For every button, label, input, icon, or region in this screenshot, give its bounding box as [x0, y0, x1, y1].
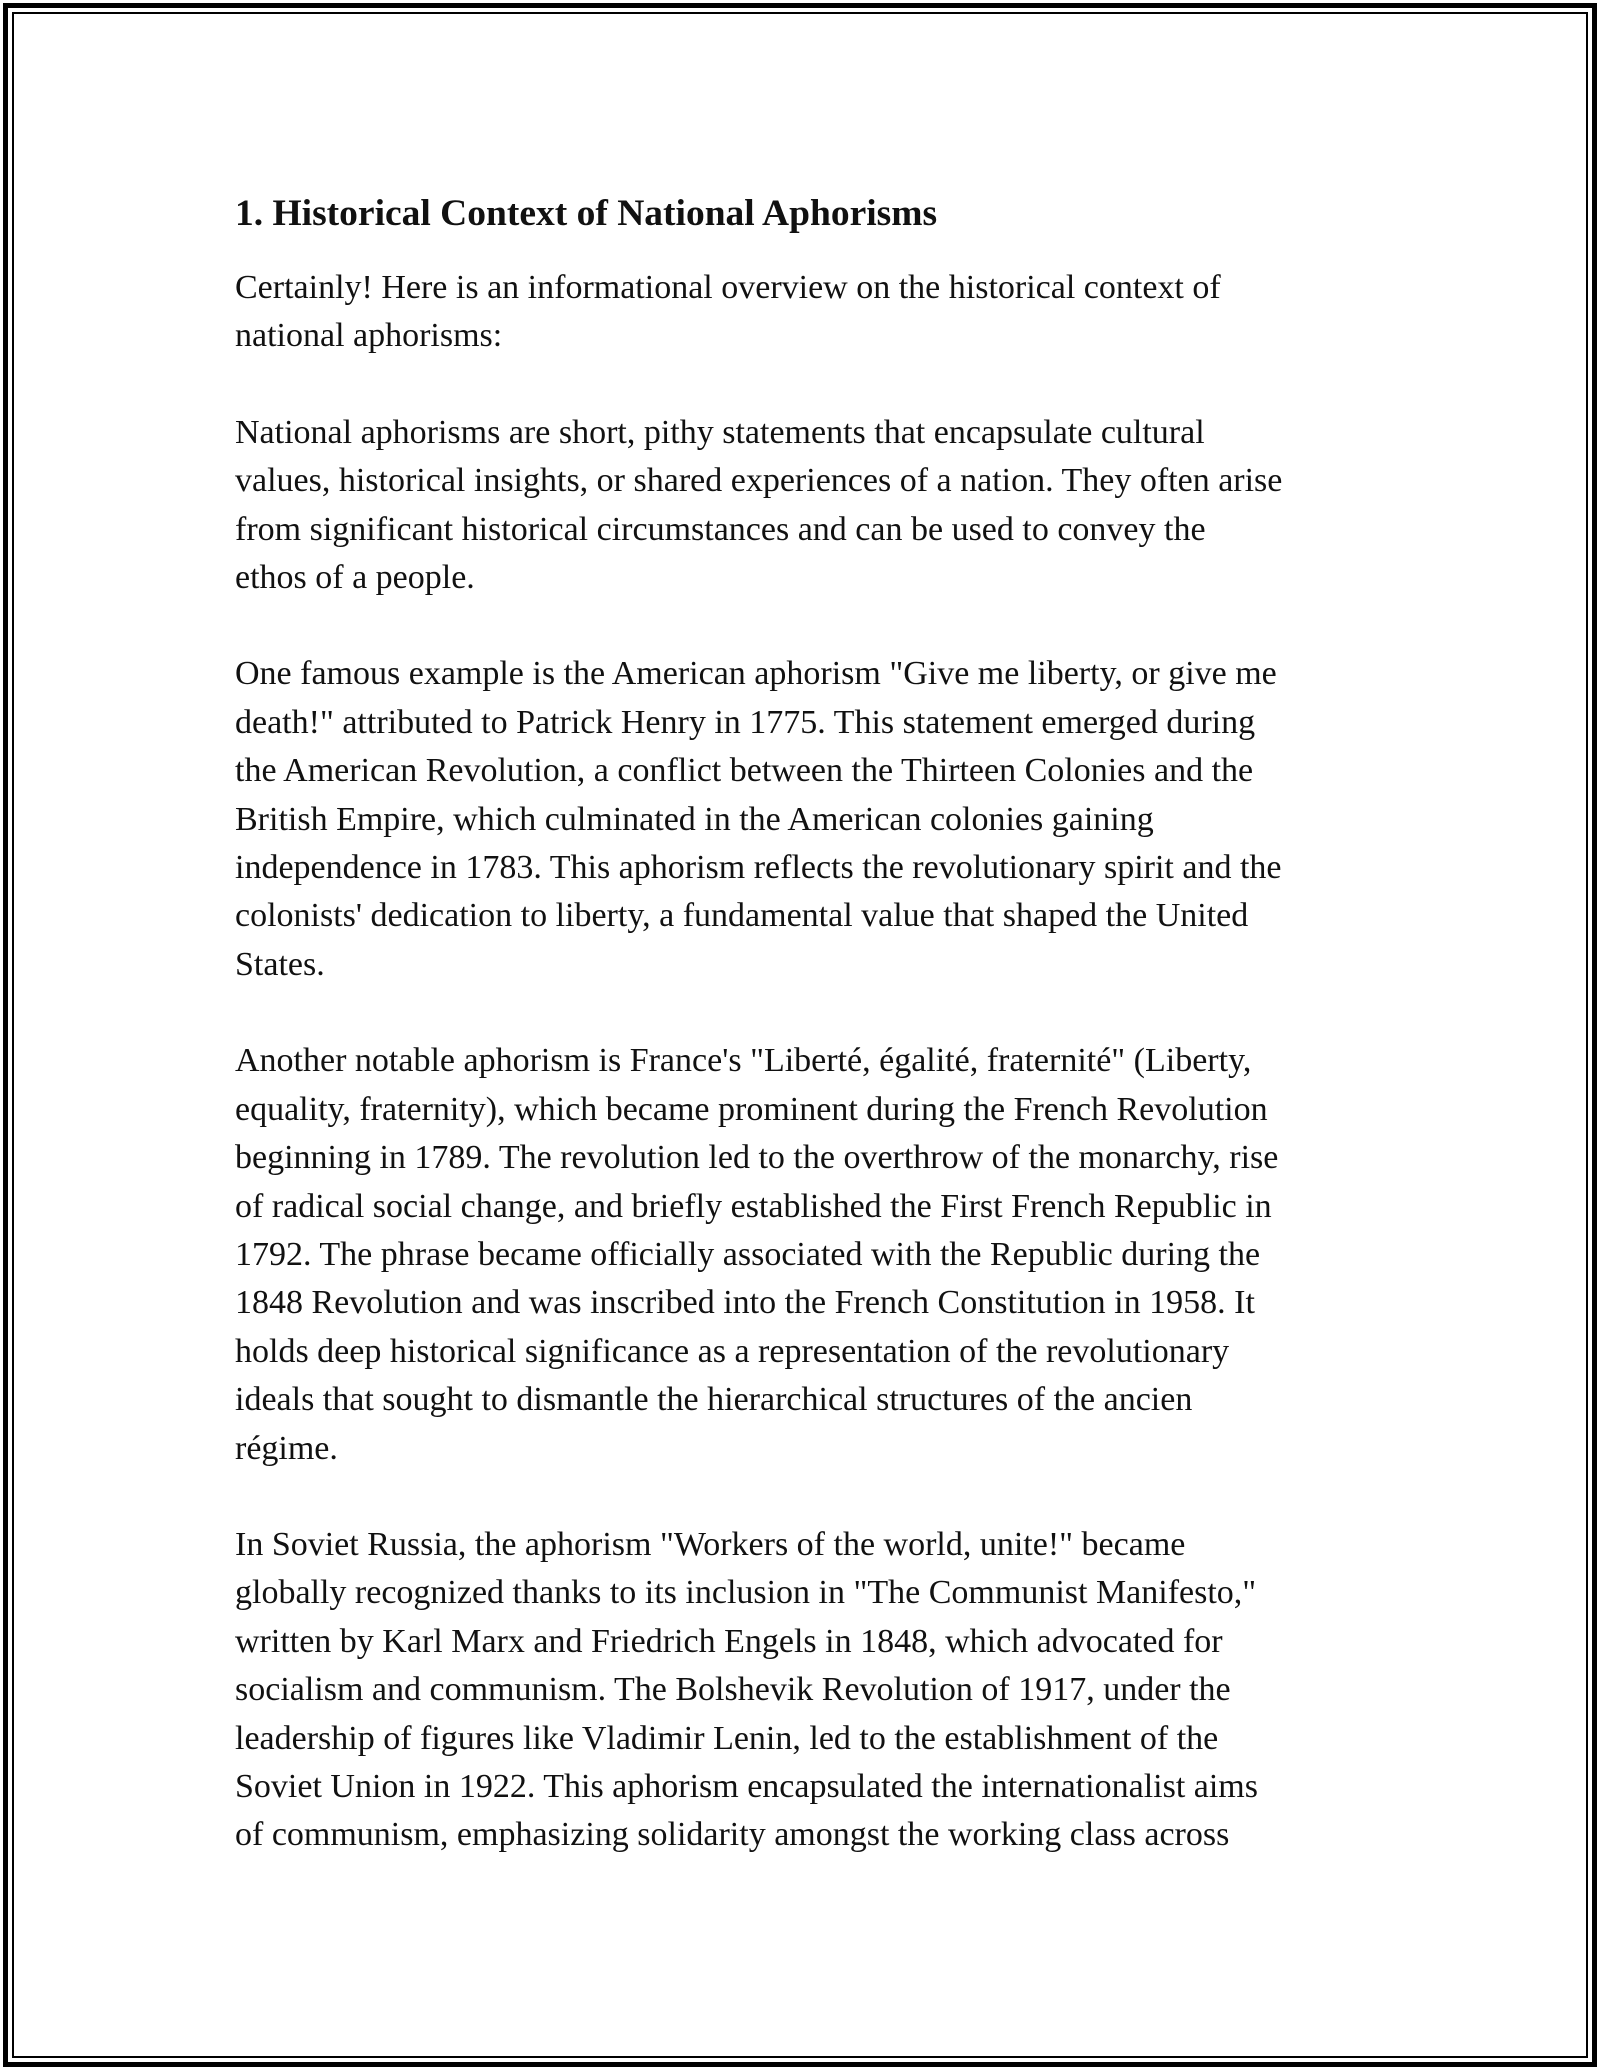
paragraph-line: National aphorisms are short, pithy statements that encapsulate cultural — [235, 413, 1205, 451]
paragraph-line: Certainly! Here is an informational overview on the historical context of — [235, 269, 1221, 306]
paragraph-line: 1848 Revolution and was inscribed into the French Constitution in 1958. It — [235, 1284, 1255, 1322]
paragraph-line: States. — [235, 945, 325, 983]
paragraph-definition — [235, 409, 1380, 603]
paragraph-line: British Empire, which culminated in the American colonies gaining — [235, 800, 1154, 838]
paragraph-line: Another notable aphorism is France's "Liberté, égalité, fraternité" (Liberty, — [235, 1042, 1252, 1080]
paragraph-line: equality, fraternity), which became prominent during the French Revolution — [235, 1090, 1268, 1128]
paragraph-line: In Soviet Russia, the aphorism "Workers of the world, unite!" became — [235, 1525, 1186, 1563]
paragraph-line: globally recognized thanks to its inclusion in "The Communist Manifesto," — [235, 1574, 1257, 1612]
paragraph-soviet — [235, 1521, 1380, 1860]
paragraph-line: ideals that sought to dismantle the hierarchical structures of the ancien — [235, 1381, 1193, 1419]
paragraph-line: written by Karl Marx and Friedrich Engels in 1848, which advocated for — [235, 1622, 1223, 1660]
paragraph-line: of communism, emphasizing solidarity amongst the working class across — [235, 1816, 1230, 1854]
paragraph-line: leadership of figures like Vladimir Lenin, led to the establishment of the — [235, 1719, 1219, 1757]
paragraph-line: holds deep historical significance as a representation of the revolutionary — [235, 1332, 1230, 1370]
paragraph-line: of radical social change, and briefly established the First French Republic in — [235, 1187, 1272, 1225]
paragraph-intro — [235, 264, 1380, 361]
paragraph-line: 1792. The phrase became officially associated with the Republic during the — [235, 1235, 1261, 1273]
paragraph-line: from significant historical circumstances and can be used to convey the — [235, 510, 1206, 548]
paragraph-line: colonists' dedication to liberty, a fundamental value that shaped the United — [235, 897, 1249, 935]
paragraph-line: independence in 1783. This aphorism reflects the revolutionary spirit and the — [235, 849, 1282, 887]
paragraph-american — [235, 650, 1380, 989]
document-body — [235, 186, 1380, 1908]
paragraph-line: One famous example is the American aphorism "Give me liberty, or give me — [235, 655, 1277, 693]
section-heading: 1. Historical Context of National Aphorisms — [235, 193, 938, 234]
paragraph-line: death!" attributed to Patrick Henry in 1775. This statement emerged during — [235, 703, 1256, 741]
paragraph-line: Soviet Union in 1922. This aphorism encapsulated the internationalist aims — [235, 1767, 1258, 1805]
paragraph-line: régime. — [235, 1429, 338, 1467]
paragraph-line: values, historical insights, or shared experiences of a nation. They often arise — [235, 462, 1283, 500]
paragraph-line: ethos of a people. — [235, 559, 475, 597]
paragraph-line: the American Revolution, a conflict between the Thirteen Colonies and the — [235, 752, 1254, 790]
paragraph-line: beginning in 1789. The revolution led to the overthrow of the monarchy, rise — [235, 1139, 1279, 1177]
paragraph-line: socialism and communism. The Bolshevik Revolution of 1917, under the — [235, 1671, 1231, 1709]
paragraph-french — [235, 1037, 1380, 1473]
paragraph-line: national aphorisms: — [235, 317, 503, 355]
